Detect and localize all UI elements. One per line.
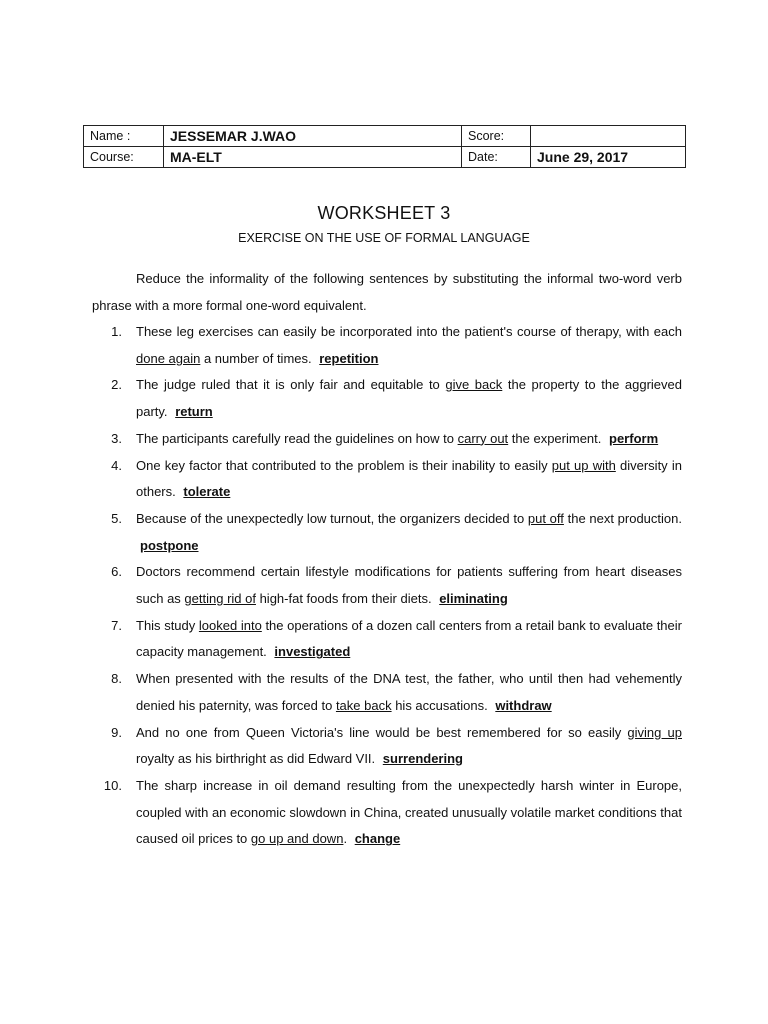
item-number: 7. bbox=[111, 617, 122, 633]
name-value: JESSEMAR J.WAO bbox=[164, 126, 462, 147]
item-text-before: This study bbox=[136, 617, 199, 633]
item-text-after: the property to the aggrieved party. bbox=[136, 377, 682, 420]
item-text-after: the experiment. bbox=[508, 430, 602, 446]
formal-answer: surrendering bbox=[382, 751, 463, 767]
informal-phrase: giving up bbox=[627, 724, 682, 740]
item-number: 1. bbox=[111, 324, 122, 339]
item-text-before: Doctors recommend certain lifestyle modifications for patients suffering from heart diseases such as bbox=[136, 564, 682, 607]
formal-answer: perform bbox=[609, 430, 659, 446]
item-number: 6. bbox=[111, 564, 122, 580]
exercise-item bbox=[92, 506, 682, 559]
informal-phrase: looked into bbox=[198, 617, 262, 633]
informal-phrase: go up and down bbox=[250, 831, 344, 847]
exercise-item bbox=[92, 720, 682, 773]
item-number: 3. bbox=[111, 430, 122, 446]
exercise-list bbox=[92, 319, 682, 853]
worksheet-subtitle: EXERCISE ON THE USE OF FORMAL LANGUAGE bbox=[238, 231, 530, 245]
item-number: 9. bbox=[111, 724, 122, 740]
info-row-name bbox=[84, 126, 686, 147]
formal-answer: tolerate bbox=[183, 484, 231, 500]
exercise-item bbox=[92, 319, 682, 372]
exercise-item bbox=[92, 559, 682, 612]
exercise-item bbox=[92, 372, 682, 425]
item-number: 4. bbox=[111, 457, 122, 473]
item-text-after: royalty as his birthright as did Edward VII. bbox=[136, 751, 376, 767]
formal-answer: return bbox=[175, 404, 213, 420]
formal-answer: change bbox=[354, 831, 401, 847]
info-row-course bbox=[84, 147, 686, 168]
exercise-item bbox=[92, 453, 682, 506]
instructions-text: Reduce the informality of the following sentences by substituting the informal two-word verb phrase with a more formal one-word equivalent. bbox=[92, 271, 682, 313]
item-number: 10. bbox=[103, 777, 122, 793]
item-text-after: the next production. bbox=[563, 510, 682, 526]
item-text-after: . bbox=[343, 831, 348, 847]
item-text-after: his accusations. bbox=[391, 697, 488, 713]
score-value bbox=[531, 126, 686, 147]
item-text-before: Because of the unexpectedly low turnout, the organizers decided to bbox=[136, 510, 528, 526]
item-number: 8. bbox=[111, 671, 122, 687]
informal-phrase: take back bbox=[335, 697, 392, 713]
informal-phrase: put off bbox=[527, 510, 564, 526]
informal-phrase: done again bbox=[136, 350, 201, 366]
item-text-after: a number of times. bbox=[200, 350, 312, 366]
name-label: Name : bbox=[84, 126, 164, 147]
student-info-table bbox=[83, 125, 686, 168]
informal-phrase: getting rid of bbox=[184, 591, 256, 607]
item-number: 5. bbox=[111, 510, 122, 526]
exercise-item bbox=[92, 613, 682, 666]
item-text-after: the operations of a dozen call centers from a retail bank to evaluate their capacity management. bbox=[136, 617, 682, 660]
exercise-item bbox=[92, 426, 682, 453]
date-value: June 29, 2017 bbox=[531, 147, 686, 168]
instructions-paragraph bbox=[92, 266, 682, 319]
item-text-before: And no one from Queen Victoria's line would be best remembered for so easily bbox=[136, 724, 628, 740]
informal-phrase: carry out bbox=[457, 430, 509, 446]
item-text-before: When presented with the results of the DNA test, the father, who until then had vehemently denied his paternity, was forced to bbox=[136, 671, 682, 713]
exercise-item bbox=[92, 773, 682, 853]
item-text-after: diversity in others. bbox=[136, 457, 682, 500]
informal-phrase: put up with bbox=[551, 457, 616, 473]
date-label: Date: bbox=[462, 147, 531, 168]
item-text-after: high-fat foods from their diets. bbox=[255, 591, 432, 607]
course-value: MA-ELT bbox=[164, 147, 462, 168]
formal-answer: withdraw bbox=[495, 697, 552, 713]
item-number: 2. bbox=[111, 377, 122, 393]
exercise-item bbox=[92, 666, 682, 719]
item-text-before: One key factor that contributed to the problem is their inability to easily bbox=[136, 457, 552, 473]
formal-answer: postpone bbox=[140, 537, 199, 553]
item-text-before: The sharp increase in oil demand resulting from the unexpectedly harsh winter in Europe, coupled with an economic slowdown in China, created unusually volatile market conditions that caused oil prices to bbox=[136, 777, 682, 847]
formal-answer: investigated bbox=[274, 644, 351, 660]
item-text-before: The participants carefully read the guidelines on how to bbox=[136, 430, 458, 446]
worksheet-title: WORKSHEET 3 bbox=[317, 203, 451, 223]
item-text-before: These leg exercises can easily be incorporated into the patient's course of therapy, with each bbox=[136, 324, 682, 339]
informal-phrase: give back bbox=[445, 377, 503, 393]
item-text-before: The judge ruled that it is only fair and equitable to bbox=[136, 377, 446, 393]
score-label: Score: bbox=[462, 126, 531, 147]
course-label: Course: bbox=[84, 147, 164, 168]
formal-answer: repetition bbox=[319, 350, 379, 366]
formal-answer: eliminating bbox=[439, 591, 508, 607]
